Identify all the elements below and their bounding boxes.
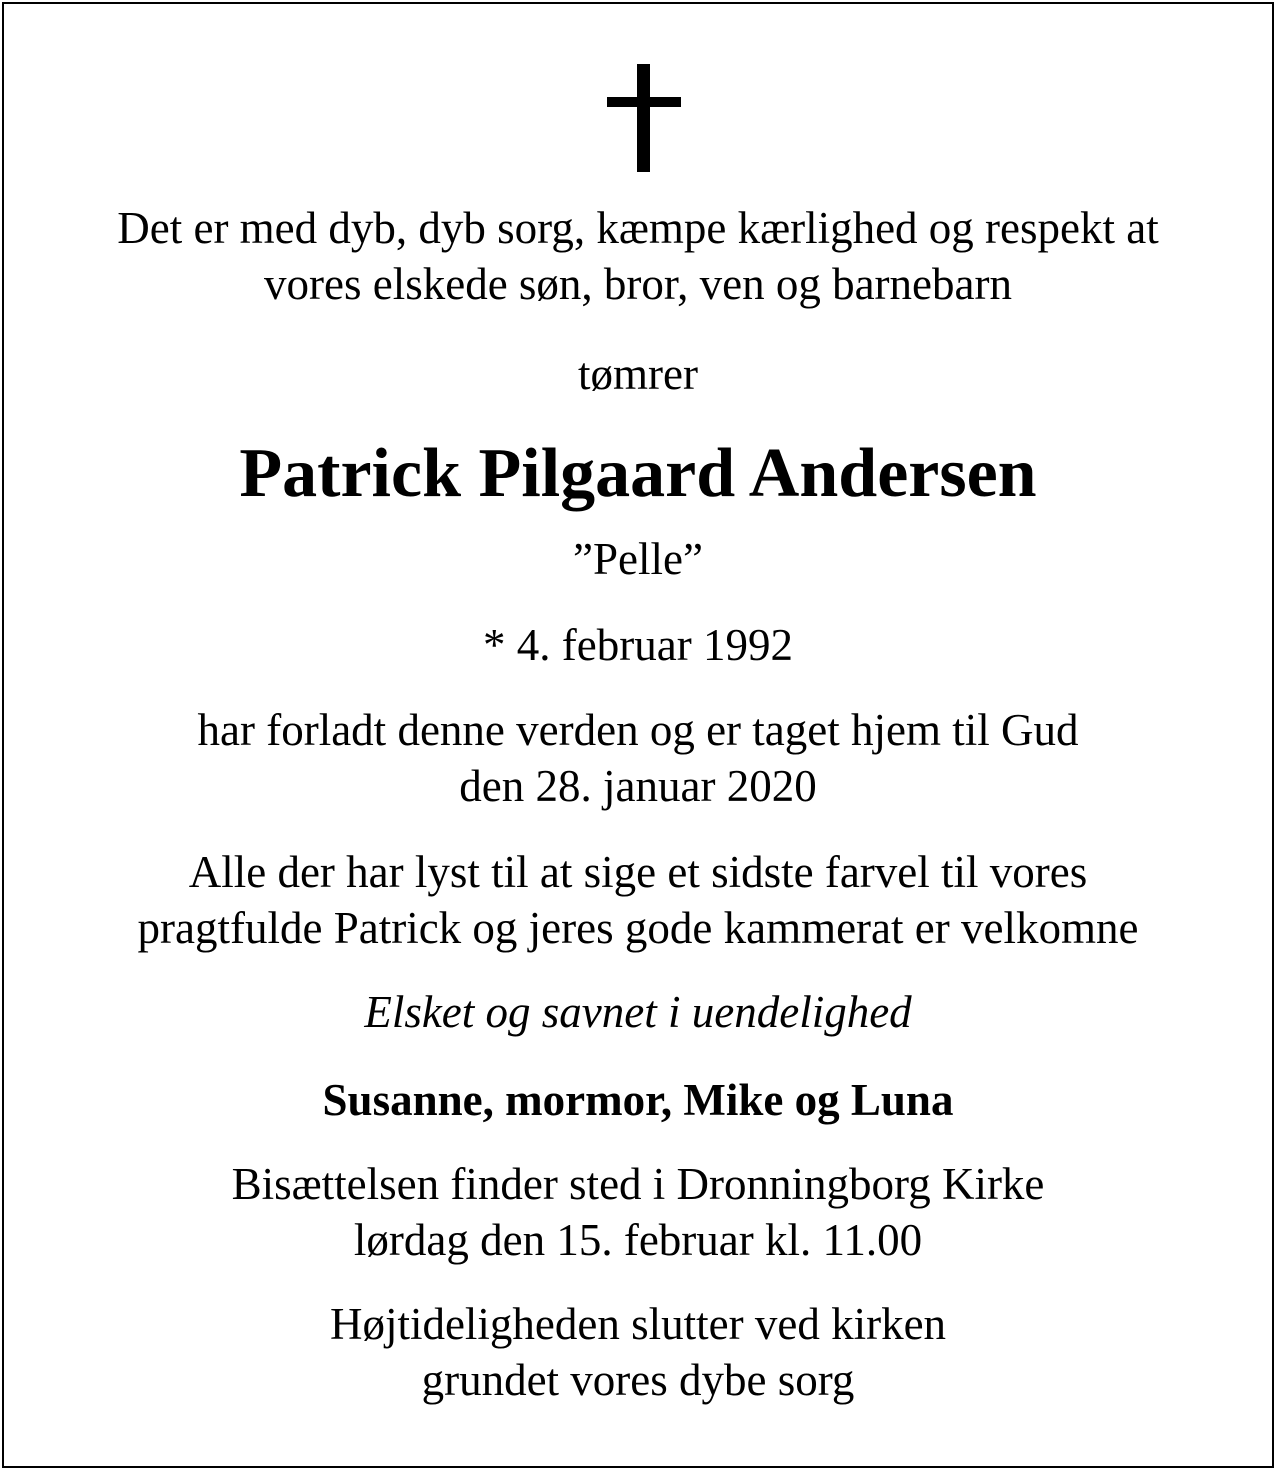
nickname: ”Pelle”	[573, 534, 703, 584]
intro-line-1: Det er med dyb, dyb sorg, kæmpe kærlighed og respekt at	[117, 203, 1159, 253]
closing-line-1: Højtideligheden slutter ved kirken	[329, 1299, 947, 1349]
service-line-2: lørdag den 15. februar kl. 11.00	[353, 1215, 923, 1265]
intro-text	[4, 200, 1272, 312]
birth-date: * 4. februar 1992	[483, 620, 793, 670]
death-line-2: den 28. januar 2020	[459, 761, 817, 811]
obituary-notice	[2, 2, 1274, 1468]
cross-vertical-bar	[637, 64, 650, 172]
deceased-name: Patrick Pilgaard Andersen	[239, 435, 1037, 512]
profession: tømrer	[578, 349, 698, 399]
invitation-text	[4, 844, 1272, 956]
death-line-1: har forladt denne verden og er taget hjem til Gud	[197, 705, 1079, 755]
invitation-line-1: Alle der har lyst til at sige et sidste farvel til vores	[188, 847, 1088, 897]
closing-line-2: grundet vores dybe sorg	[421, 1355, 855, 1405]
service-line-1: Bisættelsen finder sted i Dronningborg Kirke	[231, 1159, 1045, 1209]
cross-icon	[607, 64, 683, 176]
death-text	[4, 702, 1272, 814]
tagline: Elsket og savnet i uendelighed	[364, 987, 912, 1037]
service-details	[4, 1156, 1272, 1268]
closing-text	[4, 1296, 1272, 1408]
family-signature: Susanne, mormor, Mike og Luna	[322, 1075, 954, 1125]
intro-line-2: vores elskede søn, bror, ven og barnebarn	[264, 259, 1012, 309]
invitation-line-2: pragtfulde Patrick og jeres gode kammerat er velkomne	[137, 903, 1139, 953]
cross-horizontal-bar	[607, 97, 681, 107]
